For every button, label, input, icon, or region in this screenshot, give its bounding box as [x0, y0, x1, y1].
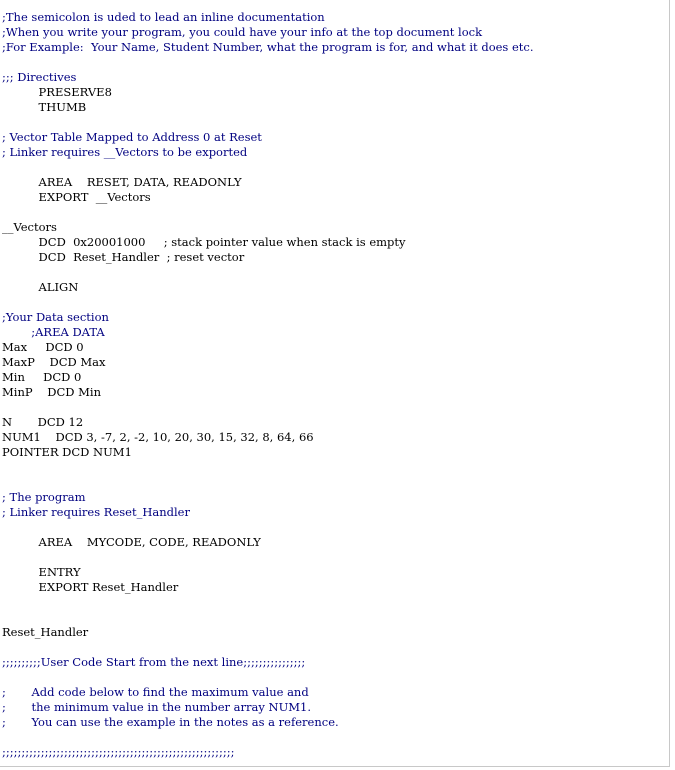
code-line: [2, 550, 534, 565]
code-line: NUM1 DCD 3, -7, 2, -2, 10, 20, 30, 15, 32, 8, 64, 66: [2, 430, 314, 444]
comment-line: ; Linker requires __Vectors to be exported: [2, 145, 248, 159]
code-line: POINTER DCD NUM1: [2, 445, 132, 459]
code-line: [2, 55, 534, 70]
code-line: [2, 640, 534, 655]
comment-line: ;The semicolon is uded to lead an inline documentation: [2, 10, 325, 24]
comment-line: ; You can use the example in the notes as a reference.: [2, 715, 339, 729]
code-line: [2, 610, 534, 625]
code-line: Max DCD 0: [2, 340, 84, 354]
code-line: [2, 670, 534, 685]
code-line: [2, 160, 534, 175]
code-line: AREA MYCODE, CODE, READONLY: [2, 535, 261, 549]
code-line: [2, 295, 534, 310]
code-line: MaxP DCD Max: [2, 355, 106, 369]
comment-line: ; Vector Table Mapped to Address 0 at Reset: [2, 130, 262, 144]
comment-line: ;AREA DATA: [2, 325, 105, 339]
code-text-area[interactable]: [2, 10, 534, 760]
code-line: AREA RESET, DATA, READONLY: [2, 175, 242, 189]
comment-line: ;Your Data section: [2, 310, 109, 324]
comment-line: ;;;;;;;;;;;;;;;;;;;;;;;;;;;;;;;;;;;;;;;;;;;;;;;;;;;;;;;;;;;;: [2, 745, 235, 759]
code-line: EXPORT Reset_Handler: [2, 580, 179, 594]
comment-line: ; Linker requires Reset_Handler: [2, 505, 190, 519]
code-line: EXPORT __Vectors: [2, 190, 151, 204]
code-line: DCD Reset_Handler ; reset vector: [2, 250, 245, 264]
code-line: [2, 265, 534, 280]
code-line: [2, 460, 534, 475]
code-line: DCD 0x20001000 ; stack pointer value when stack is empty: [2, 235, 406, 249]
code-line: ALIGN: [2, 280, 79, 294]
comment-line: ; Add code below to find the maximum value and: [2, 685, 309, 699]
code-line: [2, 595, 534, 610]
code-line: [2, 730, 534, 745]
code-line: [2, 520, 534, 535]
code-line: [2, 115, 534, 130]
comment-line: ;;;;;;;;;;User Code Start from the next line;;;;;;;;;;;;;;;;: [2, 655, 306, 669]
comment-line: ; the minimum value in the number array NUM1.: [2, 700, 312, 714]
comment-line: ;;; Directives: [2, 70, 77, 84]
code-line: [2, 400, 534, 415]
comment-line: ;For Example: Your Name, Student Number, what the program is for, and what it does etc.: [2, 40, 534, 54]
code-line: PRESERVE8: [2, 85, 112, 99]
comment-line: ; The program: [2, 490, 86, 504]
code-line: __Vectors: [2, 220, 57, 234]
code-line: THUMB: [2, 100, 87, 114]
code-line: Reset_Handler: [2, 625, 89, 639]
code-line: N DCD 12: [2, 415, 84, 429]
code-line: Min DCD 0: [2, 370, 82, 384]
code-line: [2, 475, 534, 490]
code-line: MinP DCD Min: [2, 385, 101, 399]
code-line: ENTRY: [2, 565, 81, 579]
code-line: [2, 205, 534, 220]
comment-line: ;When you write your program, you could have your info at the top document lock: [2, 25, 483, 39]
